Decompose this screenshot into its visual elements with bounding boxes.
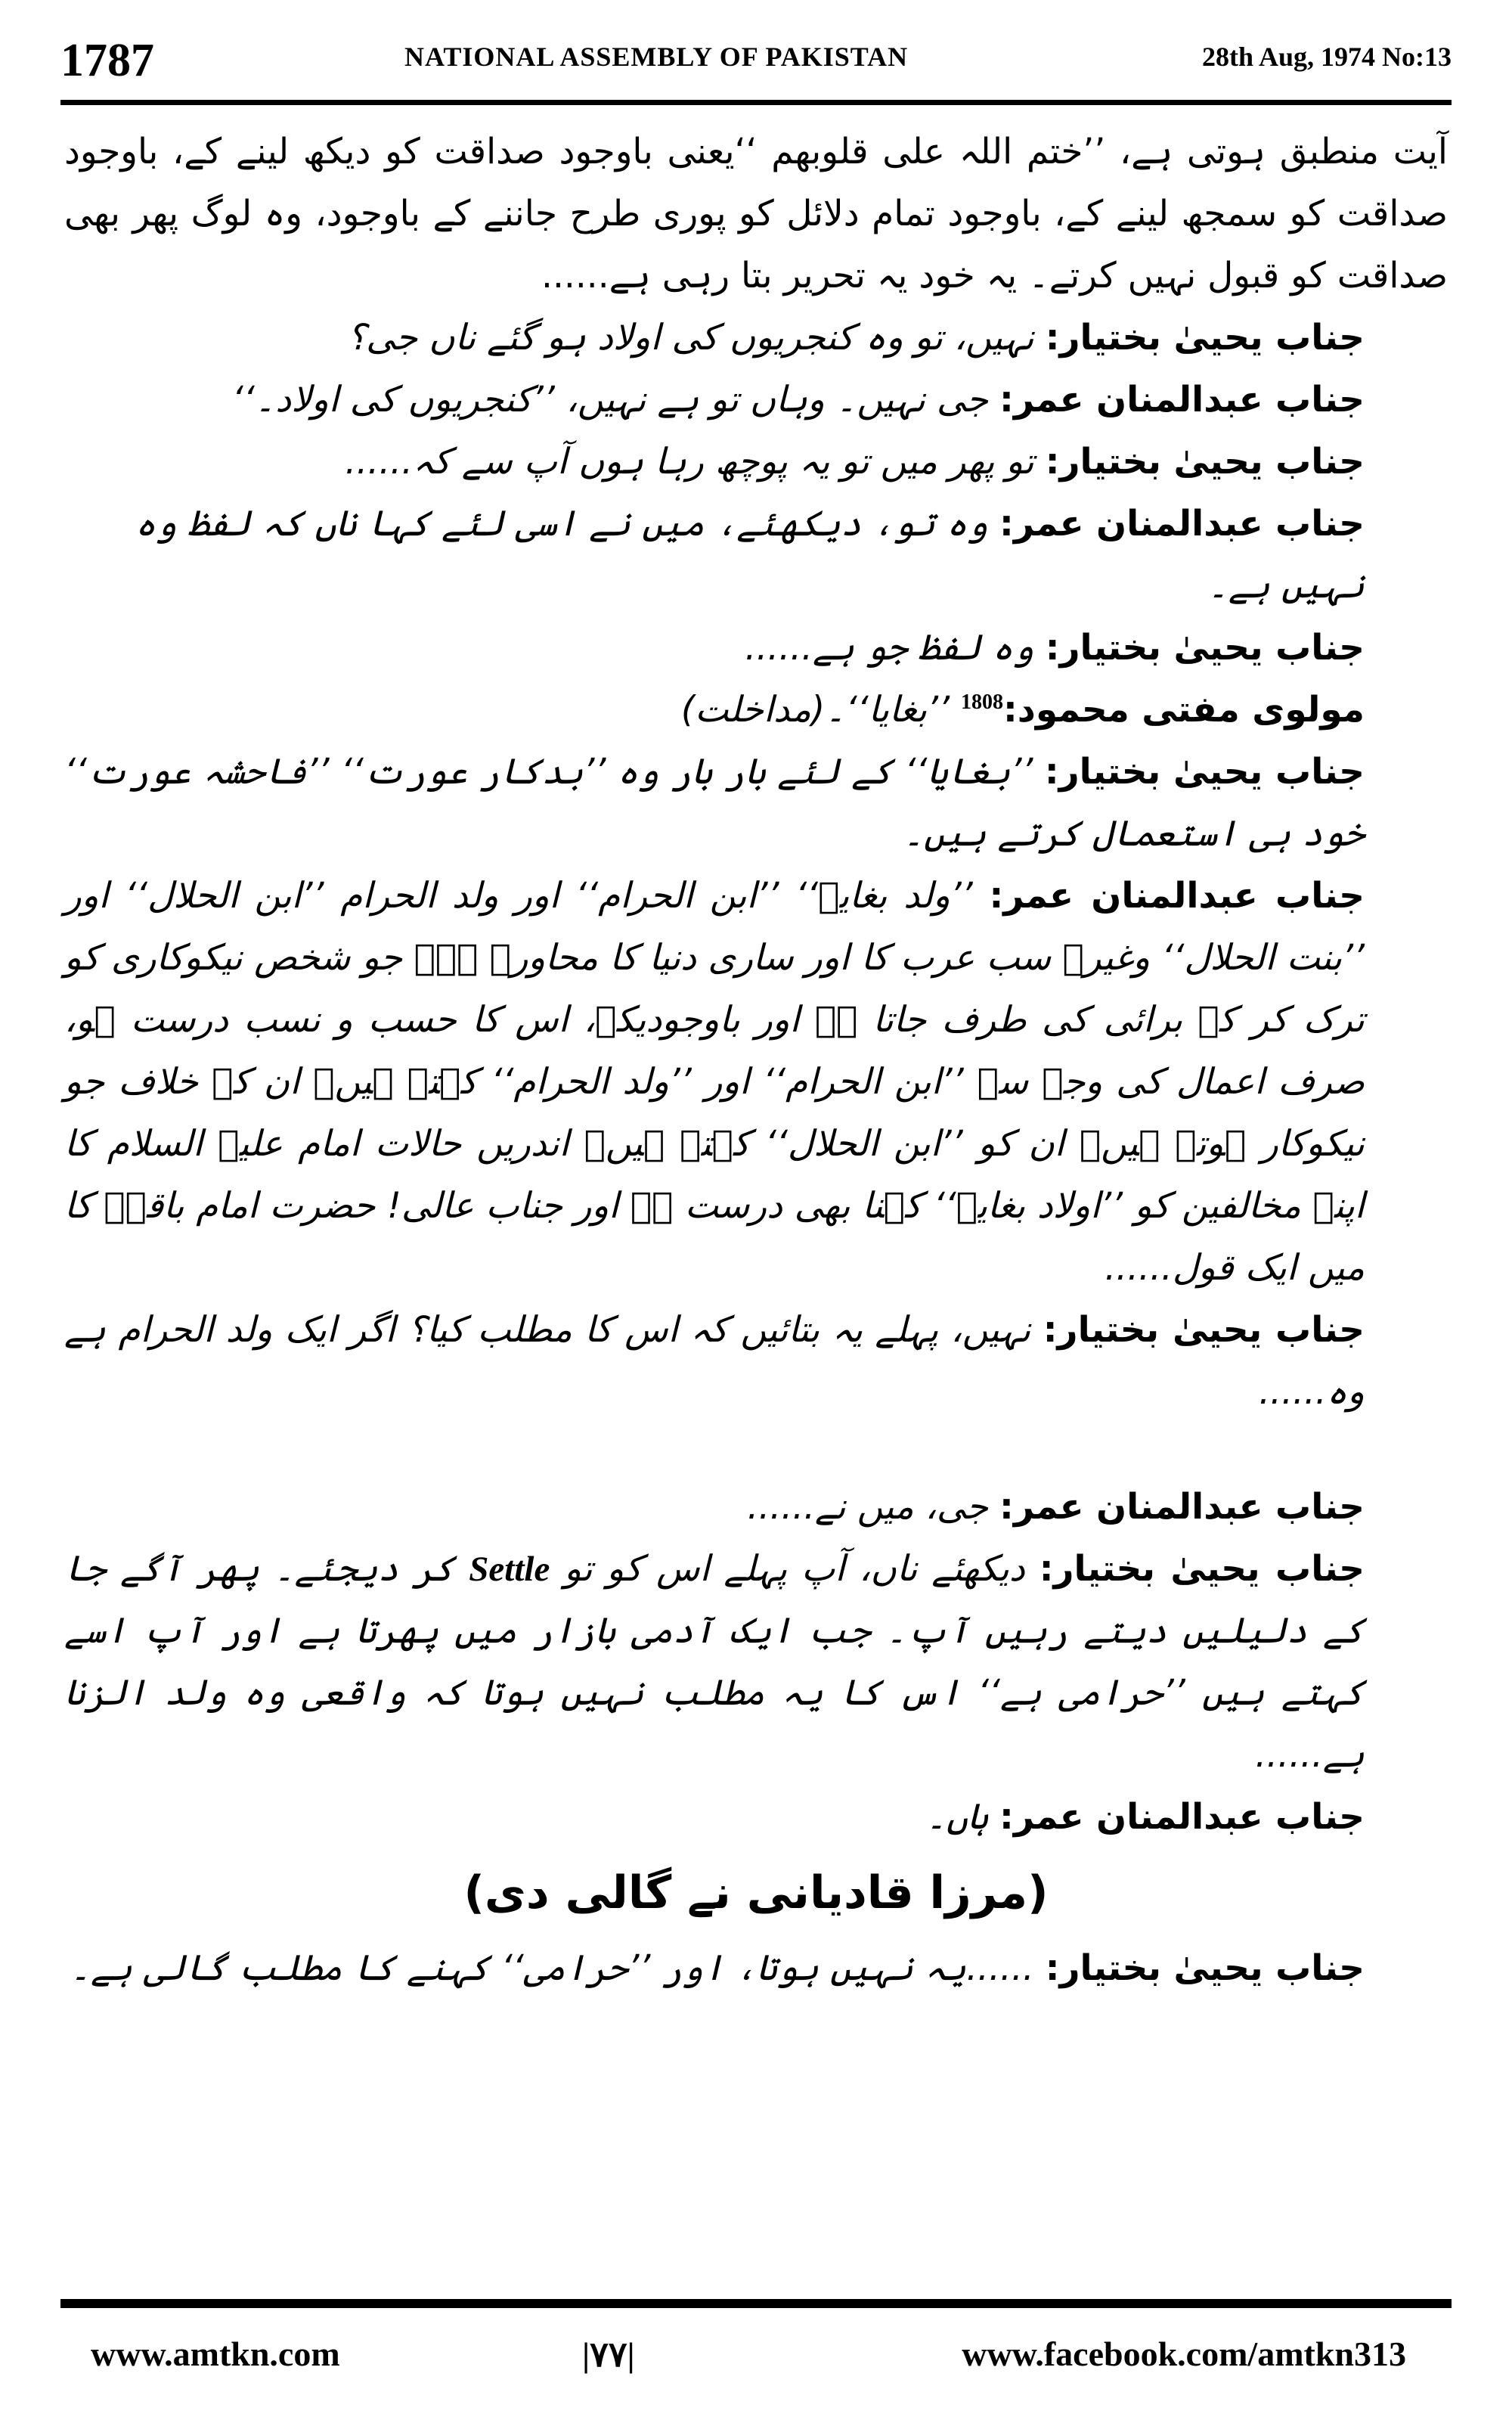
- speaker-name: مولوی مفتی محمود:: [1002, 689, 1365, 731]
- speech-line: [64, 307, 1448, 369]
- speaker-name: جناب یحییٰ بختیار:: [1039, 1548, 1365, 1590]
- opening-paragraph: آیت منطبق ہوتی ہے، ’’ختم اللہ علی قلوبھم ‘‘یعنی باوجود صداقت کو دیکھ لینے کے، باوجود صداقت کو سمجھ لینے کے، باوجود تمام دلائل کو پوری طرح جاننے کے باوجود، وہ لوگ پھر بھی صداقت کو قبول نہیں کرتے۔ یہ خود یہ تحریر بتا رہی ہے......: [64, 131, 1448, 296]
- speech-line: مولوی مفتی محمود:1808 ’’بغایا‘‘۔(مداخلت): [680, 689, 1365, 731]
- speech-text: نہیں، تو وہ کنجریوں کی اولاد ہو گئے ناں جی؟: [347, 317, 1034, 358]
- speech-line: [64, 617, 1448, 679]
- speaker-name: جناب عبدالمنان عمر:: [999, 379, 1365, 420]
- speech-line: [64, 1476, 1448, 1538]
- speech-text: ’’ولد بغایہ‘‘ ’’ابن الحرام‘‘ اور ولد الحرام ’’ابن الحلال‘‘ اور ’’بنت الحلال‘‘ وغیرہ سب عرب کا اور ساری دنیا کا محاورہ ہے۔ جو شخص نیکوکاری کو ترک کر کے برائی کی طرف جاتا ہے اور باوجودیکہ، اس کا حسب و نسب درست ہو، صرف اعمال کی وجہ سے ’’ابن الحرام‘‘ اور ’’ولد الحرام‘‘ کہتے ہیں۔ ان کے خلاف جو نیکوکار ہوتے ہیں۔ ان کو ’’ابن الحلال‘‘ کہتے ہیں۔ اندریں حالات امام علیہ السلام کا اپنے مخالفین کو ’’اولاد بغایہ‘‘ کہنا بھی درست ہے اور جناب عالی! حضرت امام باقرؒ کا میں ایک قول......: [64, 875, 1365, 1289]
- speech-text: دیکھئے ناں، آپ پہلے اس کو تو: [564, 1548, 1025, 1590]
- footer-rule: [60, 2299, 1452, 2308]
- speech-text: جی، میں نے......: [747, 1486, 989, 1528]
- footer-page-marker: |۷۷|: [582, 2335, 635, 2374]
- speech-text: وہ لفظ جو ہے......: [745, 627, 1034, 669]
- speech-text: ’’بغایا‘‘ کے لئے بار بار وہ ’’بدکار عورت‘‘ ’’فاحشہ عورت‘‘ خود ہی استعمال کرتے ہیں۔: [64, 751, 1365, 855]
- speaker-name: جناب عبدالمنان عمر:: [999, 503, 1365, 544]
- page-number: 1787: [60, 35, 154, 86]
- speaker-name: جناب عبدالمنان عمر:: [999, 1796, 1365, 1838]
- speech-line: [64, 1938, 1448, 2000]
- spacer: [64, 1423, 1448, 1476]
- document-body: [64, 121, 1448, 2284]
- latin-word: Settle: [469, 1550, 550, 1589]
- speech-line: [64, 369, 1448, 431]
- header-title: NATIONAL ASSEMBLY OF PAKISTAN: [404, 42, 909, 72]
- speech-text: وہ تو، دیکھئے، میں نے اسی لئے کہا ناں کہ لفظ وہ نہیں ہے۔: [135, 503, 1365, 607]
- speech-line: [64, 1538, 1448, 1786]
- section-heading: (مرزا قادیانی نے گالی دی): [463, 1866, 1049, 1919]
- speech-text: نہیں، پہلے یہ بتائیں کہ اس کا مطلب کیا؟ اگر ایک ولد الحرام ہے وہ......: [64, 1309, 1365, 1413]
- speaker-name: جناب عبدالمنان عمر:: [999, 1486, 1365, 1528]
- website-link[interactable]: www.amtkn.com: [91, 2335, 340, 2373]
- page-header: [60, 30, 1452, 91]
- header-rule: [60, 100, 1452, 105]
- speech-text: جی نہیں۔ وہاں تو ہے نہیں، ’’کنجریوں کی اولاد۔‘‘: [231, 379, 989, 420]
- speech-line: [64, 865, 1448, 1299]
- speaker-name: جناب یحییٰ بختیار:: [1045, 1947, 1365, 1989]
- speech-line: [64, 493, 1448, 617]
- speaker-name: جناب عبدالمنان عمر:: [989, 875, 1365, 917]
- speech-text: کر دیجئے۔ پھر آگے جا کے دلیلیں دیتے رہیں آپ۔ جب ایک آدمی بازار میں پھرتا ہے اور آپ اسے کہتے ہیں ’’حرامی ہے‘‘ اس کا یہ مطلب نہیں ہوتا کہ واقعی وہ ولد الزنا ہے......: [64, 1548, 1365, 1776]
- facebook-link[interactable]: www.facebook.com/amtkn313: [962, 2335, 1406, 2373]
- page-footer: [60, 2329, 1452, 2390]
- speech-text: ......یہ نہیں ہوتا، اور ’’حرامی‘‘ کہنے کا مطلب گالی ہے۔: [70, 1947, 1034, 1989]
- speaker-name: جناب یحییٰ بختیار:: [1044, 751, 1365, 793]
- speaker-name: جناب یحییٰ بختیار:: [1045, 317, 1365, 358]
- speaker-name: جناب یحییٰ بختیار:: [1045, 441, 1365, 482]
- speaker-name: جناب یحییٰ بختیار:: [1045, 627, 1365, 669]
- speech-text: ’’بغایا‘‘۔(مداخلت): [680, 689, 950, 731]
- header-date: 28th Aug, 1974 No:13: [1201, 42, 1452, 72]
- speech-line: [64, 741, 1448, 865]
- speech-text: تو پھر میں تو یہ پوچھ رہا ہوں آپ سے کہ......: [345, 441, 1034, 482]
- speaker-name: جناب یحییٰ بختیار:: [1043, 1309, 1365, 1351]
- speech-line: [64, 1786, 1448, 1848]
- speech-line: [64, 431, 1448, 493]
- speech-text: ہاں۔: [925, 1796, 989, 1838]
- speech-line: [64, 1299, 1448, 1423]
